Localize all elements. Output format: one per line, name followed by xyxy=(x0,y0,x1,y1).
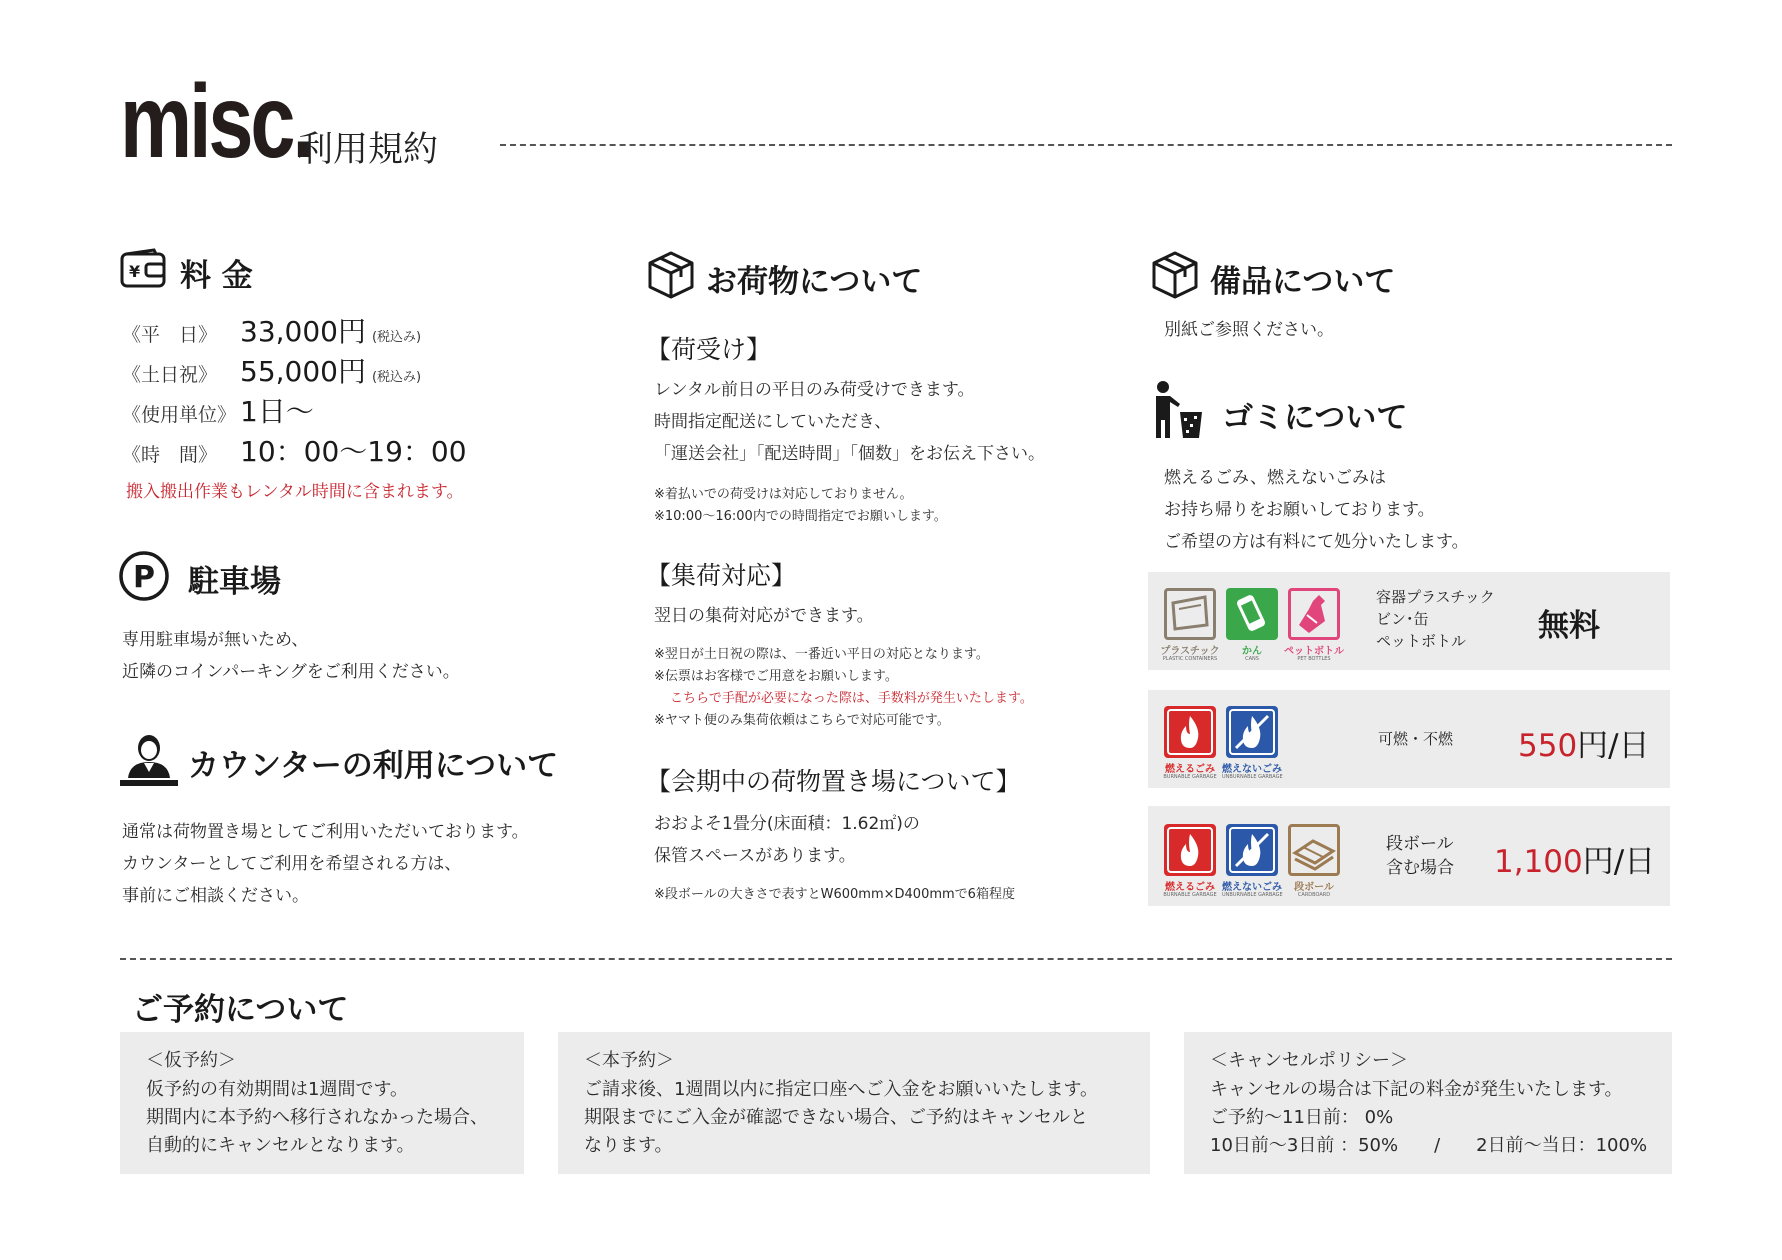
misc-logo: misc. xyxy=(120,64,312,180)
fee-row-label: 《時 間》 xyxy=(122,444,218,466)
reservation-box-line: 期限までにご入金が確認できない場合、ご予約はキャンセルと xyxy=(584,1107,1088,1128)
reservation-box-head: ＜本予約＞ xyxy=(584,1050,674,1071)
parking-line: 専用駐車場が無いため、 xyxy=(122,630,309,650)
reservation-box-line: ご予約〜11日前： 0% xyxy=(1210,1107,1394,1128)
receive-line: 時間指定配送にしていただき、 xyxy=(654,412,892,432)
burnable-sub: BURNABLE GARBAGE xyxy=(1163,892,1217,898)
pickup-line: 翌日の集荷対応ができます。 xyxy=(654,606,874,626)
fee-row-value: 10：00〜19：00 xyxy=(240,435,467,468)
pet-bottle-caption: ペットボトル xyxy=(1284,646,1344,657)
pickup-note: ※ヤマト便のみ集荷依頼はこちらで対応可能です。 xyxy=(654,713,950,728)
garbage-row-recyclable xyxy=(1148,572,1670,670)
storage-line: 保管スペースがあります。 xyxy=(654,846,856,866)
cardboard-price-wrap xyxy=(1494,836,1655,881)
burnable-labels xyxy=(1378,728,1453,750)
garbage-line: ご希望の方は有料にて処分いたします。 xyxy=(1164,532,1469,552)
fee-row-label: 《土日祝》 xyxy=(122,364,218,386)
counter-title: カウンターの利用について xyxy=(188,748,559,784)
burnable-icon xyxy=(1164,824,1216,876)
reservation-box-line: 自動的にキャンセルとなります。 xyxy=(146,1135,415,1156)
reservation-box-line: 期間内に本予約へ移行されなかった場合、 xyxy=(146,1107,488,1128)
recyclable-label: ペットボトル xyxy=(1376,632,1467,650)
garbage-line: お持ち帰りをお願いしております。 xyxy=(1164,500,1435,520)
svg-text:P: P xyxy=(133,560,155,595)
garbage-title: ゴミについて xyxy=(1222,400,1408,436)
reservation-box-cancel-policy xyxy=(1184,1032,1672,1174)
burnable-sub: BURNABLE GARBAGE xyxy=(1163,774,1217,780)
storage-title: 【会期中の荷物置き場について】 xyxy=(646,767,1021,796)
fee-row-value: 33,000円 xyxy=(240,315,366,348)
reservation-box-line: なります。 xyxy=(584,1135,673,1156)
reservation-box-line: 10日前〜3日前 ：50% / 2日前〜当日：100% xyxy=(1210,1135,1648,1156)
receive-notes xyxy=(654,484,947,528)
reservation-box-line: 仮予約の有効期間は1週間です。 xyxy=(146,1079,409,1100)
recyclable-labels xyxy=(1376,586,1495,652)
storage-line: おおよそ1畳分(床面積：1.62㎡)の xyxy=(654,814,920,834)
package-box-icon xyxy=(646,250,696,300)
can-icon xyxy=(1226,588,1278,640)
burnable-price: 550 xyxy=(1518,728,1578,764)
pickup-title: 【集荷対応】 xyxy=(646,561,797,590)
section-divider xyxy=(120,958,1672,960)
fee-title: 料 金 xyxy=(180,258,253,294)
pet-bottle-icon xyxy=(1288,588,1340,640)
cardboard-price: 1,100 xyxy=(1494,844,1583,880)
can-caption: かん xyxy=(1242,646,1262,657)
equipment-box-icon xyxy=(1150,250,1200,300)
reservation-box-head: ＜キャンセルポリシー＞ xyxy=(1210,1050,1408,1071)
reservation-box-line: ご請求後、1週間以内に指定口座へご入金をお願いいたします。 xyxy=(584,1079,1099,1100)
fee-row-tax: (税込み) xyxy=(371,370,422,385)
plastic-icon xyxy=(1164,588,1216,640)
recyclable-label: 容器プラスチック xyxy=(1376,588,1495,606)
can-sub: CANS xyxy=(1245,656,1259,662)
unburnable-icon xyxy=(1226,706,1278,758)
header-divider xyxy=(500,144,1672,146)
parking-line: 近隣のコインパーキングをご利用ください。 xyxy=(122,662,460,682)
unburnable-caption: 燃えないごみ xyxy=(1222,764,1282,775)
parking-text xyxy=(122,624,460,688)
storage-notes xyxy=(654,884,1015,906)
burnable-caption: 燃えるごみ xyxy=(1165,764,1215,775)
reservation-box-head: ＜仮予約＞ xyxy=(146,1050,236,1071)
unburnable-caption: 燃えないごみ xyxy=(1222,882,1282,893)
burnable-price-unit: 円/日 xyxy=(1577,728,1650,764)
pickup-note: ※翌日が土日祝の際は、一番近い平日の対応となります。 xyxy=(654,647,989,662)
cardboard-icon xyxy=(1288,824,1340,876)
receive-line: レンタル前日の平日のみ荷受けできます。 xyxy=(654,380,975,400)
reservation-box-provisional xyxy=(120,1032,524,1174)
fee-row-weekday xyxy=(122,310,421,350)
trash-can-icon xyxy=(1150,380,1206,440)
counter-line: 事前にご相談ください。 xyxy=(122,886,309,906)
equipment-line: 別紙ご参照ください。 xyxy=(1164,320,1334,340)
cardboard-price-unit: 円/日 xyxy=(1582,844,1656,880)
cardboard-caption: 段ボール xyxy=(1294,882,1334,893)
fee-row-hours xyxy=(122,430,467,470)
reservation-box-line: キャンセルの場合は下記の料金が発生いたします。 xyxy=(1210,1079,1623,1100)
parking-icon xyxy=(118,550,170,602)
fee-row-weekend xyxy=(122,350,421,390)
page-title: 利用規約 xyxy=(298,130,439,170)
fee-row-tax: (税込み) xyxy=(371,330,422,345)
unburnable-sub: UNBURNABLE GARBAGE xyxy=(1222,774,1283,780)
recyclable-label: ビン･缶 xyxy=(1376,610,1429,628)
fee-row-value: 55,000円 xyxy=(240,355,366,388)
cardboard-label: 段ボール xyxy=(1386,834,1454,854)
garbage-row-cardboard xyxy=(1148,806,1670,906)
cardboard-sub: CARDBOARD xyxy=(1297,892,1331,898)
storage-note: ※段ボールの大きさで表すとW600mm×D400mmで6箱程度 xyxy=(654,887,1015,902)
reservation-box-confirmed xyxy=(558,1032,1150,1174)
storage-text xyxy=(654,808,920,872)
cardboard-label: 含む場合 xyxy=(1386,858,1454,878)
fee-row-label: 《使用単位》 xyxy=(122,404,237,426)
burnable-caption: 燃えるごみ xyxy=(1165,882,1215,893)
garbage-text xyxy=(1164,462,1469,558)
pickup-note-fee: こちらで手配が必要になった際は、手数料が発生いたします。 xyxy=(670,691,1033,706)
counter-text xyxy=(122,816,529,912)
recyclable-price: 無料 xyxy=(1538,608,1600,644)
burnable-price-wrap xyxy=(1518,720,1650,765)
receive-note: ※着払いでの荷受けは対応しておりません。 xyxy=(654,487,913,502)
equipment-text xyxy=(1164,314,1334,346)
equipment-title: 備品について xyxy=(1210,264,1396,300)
fee-row-unit xyxy=(122,390,314,430)
receive-title: 【荷受け】 xyxy=(646,335,772,364)
fee-row-label: 《平 日》 xyxy=(122,324,218,346)
cardboard-labels xyxy=(1386,832,1454,880)
plastic-caption: プラスチック xyxy=(1160,646,1220,657)
luggage-title: お荷物について xyxy=(706,264,923,300)
counter-line: 通常は荷物置き場としてご利用いただいております。 xyxy=(122,822,529,842)
pet-bottle-sub: PET BOTTLES xyxy=(1297,656,1331,662)
unburnable-icon xyxy=(1226,824,1278,876)
burnable-label: 可燃・不燃 xyxy=(1378,730,1454,748)
counter-line: カウンターとしてご利用を希望される方は、 xyxy=(122,854,462,874)
wallet-icon xyxy=(120,248,166,290)
receive-note: ※10:00〜16:00内での時間指定でお願いします。 xyxy=(654,509,947,524)
receive-line: 「運送会社」「配送時間」「個数」をお伝え下さい。 xyxy=(654,444,1045,464)
pickup-note: ※伝票はお客様でご用意をお願いします。 xyxy=(654,669,898,684)
fee-note: 搬入搬出作業もレンタル時間に含まれます。 xyxy=(126,482,464,502)
pickup-notes xyxy=(654,644,1033,732)
unburnable-sub: UNBURNABLE GARBAGE xyxy=(1222,892,1283,898)
svg-text:¥: ¥ xyxy=(129,262,141,281)
fee-row-value: 1日〜 xyxy=(240,395,314,428)
garbage-line: 燃えるごみ、燃えないごみは xyxy=(1164,468,1387,488)
receptionist-icon xyxy=(120,732,178,790)
plastic-sub: PLASTIC CONTAINERS xyxy=(1162,656,1218,662)
parking-title: 駐車場 xyxy=(188,564,281,600)
pickup-text xyxy=(654,600,874,632)
reservation-title: ご予約について xyxy=(132,992,349,1028)
burnable-icon xyxy=(1164,706,1216,758)
receive-text xyxy=(654,374,1045,470)
garbage-row-burnable xyxy=(1148,690,1670,788)
